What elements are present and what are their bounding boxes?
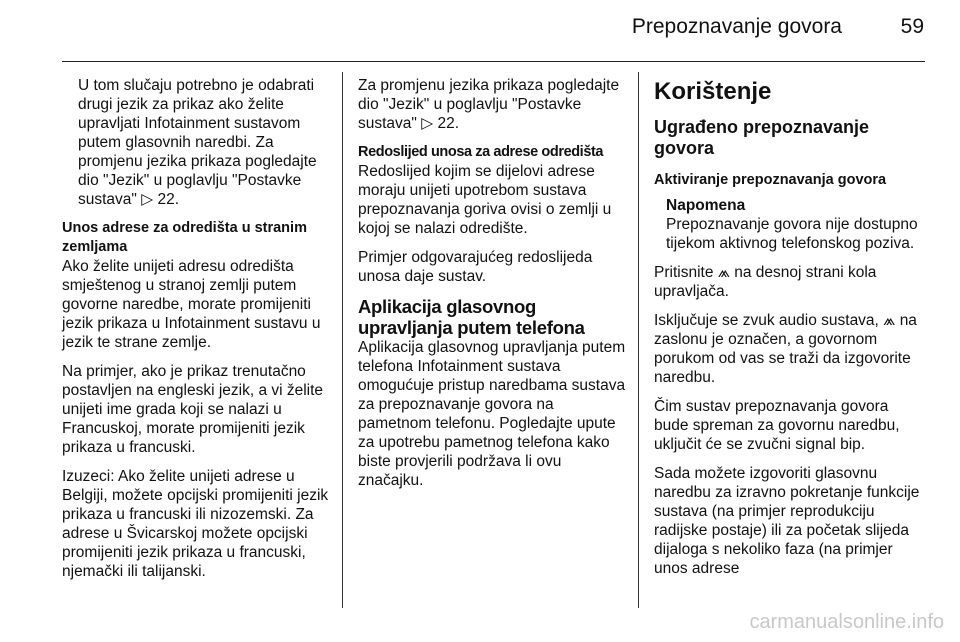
heading-activate-recognition: Aktiviranje prepoznavanja govora — [654, 172, 887, 188]
paragraph: Isključuje se zvuk audio sustava, ⩕ na zaslonu je označen, a govornom porukom od vas se traži da izgovorite naredbu. — [654, 312, 917, 386]
watermark: carmanualsonline.info — [749, 611, 944, 633]
paragraph: Primjer odgovarajućeg redoslijeda unosa daje sustav. — [358, 249, 593, 285]
heading-built-in-recognition: Ugrađeno prepoznavanje govora — [654, 117, 870, 158]
column-divider-left — [342, 72, 343, 608]
section-foreign-address — [62, 219, 330, 352]
paragraph: Na primjer, ako je prikaz trenutačno postavljen na engleski jezik, a vi želite unijeti ime grada koji se nalazi u Francuskoj, morate promijeniti jezik prikaza u francuski. — [62, 363, 324, 456]
page-number: 59 — [900, 15, 924, 38]
column-divider-right — [638, 72, 639, 608]
section-input-order — [358, 143, 626, 238]
header-divider — [62, 61, 925, 62]
paragraph: Izuzeci: Ako želite unijeti adrese u Belgiji, možete opcijski promijeniti jezik prikaza u francuski ili nizozemski. Za adrese u Švicarskoj možete opcijski promijeniti jezik prikaza u francuski, njemački ili talijanski. — [62, 468, 329, 580]
paragraph: U tom slučaju potrebno je odabrati drugi jezik za prikaz ako želite upravljati Infotainment sustavom putem glasovnih naredbi. Za promjenu jezika prikaza pogledajte dio "Jezik" u poglavlju "Postavke sustava" ▷ 22. — [78, 77, 317, 208]
subheading-input-order: Redoslijed unosa za adrese odredišta — [358, 144, 604, 160]
paragraph: Za promjenu jezika prikaza pogledajte dio "Jezik" u poglavlju "Postavke sustava" ▷ 22. — [358, 77, 620, 132]
column-middle — [358, 76, 626, 500]
paragraph: Redoslijed kojim se dijelovi adrese moraju unijeti upotrebom sustava prepoznavanja goriva ovisi o zemlji u kojoj se nalazi odredište. — [358, 163, 612, 237]
heading-usage: Korištenje — [654, 78, 772, 105]
page-title: Prepoznavanje govora — [631, 15, 842, 38]
paragraph: Čim sustav prepoznavanja govora bude spreman za govornu naredbu, uključit će se zvučni signal bip. — [654, 398, 900, 453]
paragraph: Pritisnite ⩕ na desnoj strani kola upravljača. — [654, 264, 877, 300]
column-left — [62, 76, 330, 591]
note-body: Prepoznavanje govora nije dostupno tijekom aktivnog telefonskog poziva. — [666, 216, 918, 252]
paragraph: Aplikacija glasovnog upravljanja putem telefona Infotainment sustava omogućuje pristup naredbama sustava za prepoznavanje govora na pametnom telefonu. Pogledajte upute za upotrebu pametnog telefona kako biste provjerili podržava li ovu značajku. — [358, 339, 626, 489]
note-title: Napomena — [666, 197, 746, 214]
page-header — [0, 0, 960, 58]
paragraph: Ako želite unijeti adresu odredišta smještenog u stranoj zemlji putem govorne naredbe, morate promijeniti jezik prikaza u Infotainment sustavu u jezik te strane zemlje. — [62, 258, 321, 351]
subheading-foreign-address: Unos adrese za odredišta u stranim zemljama — [62, 220, 307, 255]
heading-phone-voice-app: Aplikacija glasovnog upravljanja putem telefona — [358, 296, 585, 338]
paragraph: Sada možete izgovoriti glasovnu naredbu za izravno pokretanje funkcije sustava (na primjer reprodukciju radijske postaje) ili za početak slijeda dijaloga s nekoliko faza (na primjer unos adrese — [654, 465, 920, 577]
column-right — [654, 76, 926, 588]
